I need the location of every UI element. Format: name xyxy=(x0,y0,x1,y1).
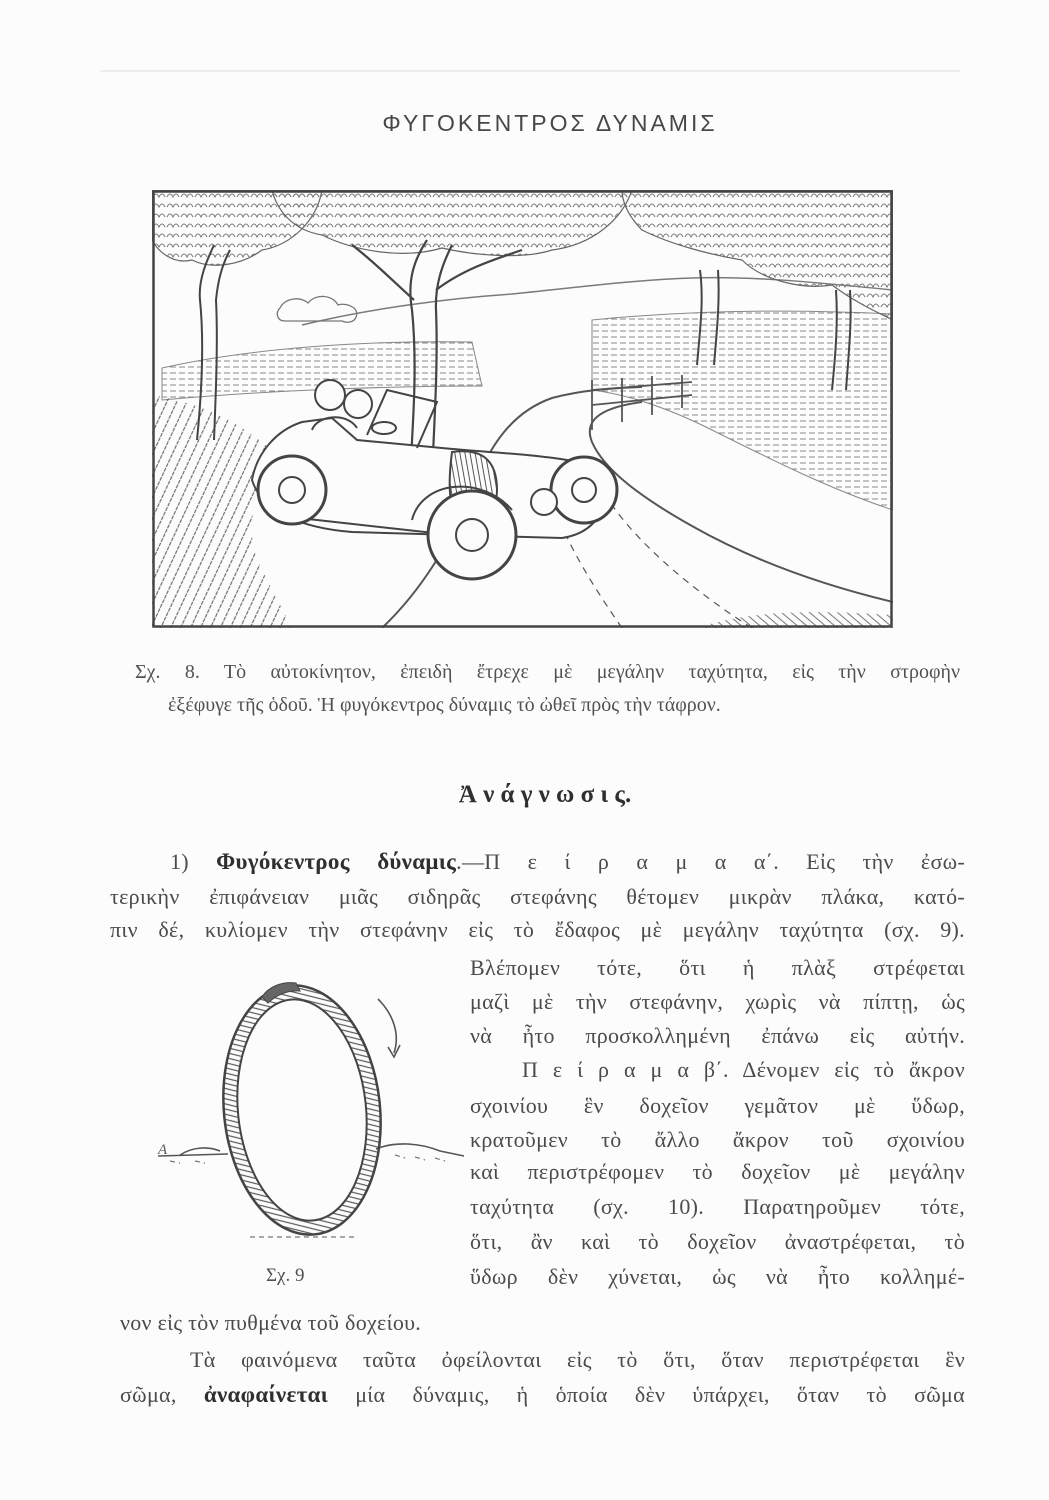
car-front-hub xyxy=(456,519,488,551)
car xyxy=(252,380,617,579)
ground-line-left xyxy=(158,1148,228,1156)
paragraph-2-line: ὅτι, ἂν καὶ τὸ δοχεῖον ἀναστρέφεται, τὸ xyxy=(470,1229,965,1254)
iron-ring xyxy=(211,978,392,1243)
car-side-hub xyxy=(572,478,596,502)
running-title: ΦΥΓΟΚΕΝΤΡΟΣ ΔΥΝΑΜΙΣ xyxy=(382,110,718,136)
car-passenger-head xyxy=(315,380,345,410)
car-windshield xyxy=(367,390,437,448)
paragraph-2-line: ὕδωρ δὲν χύνεται, ὡς νὰ ἦτο κολλημέ- xyxy=(470,1264,965,1289)
paragraph-number: 1) xyxy=(170,849,189,874)
paragraph-1-line xyxy=(170,847,965,877)
rotation-arrow xyxy=(378,999,400,1057)
paragraph-1-line-text: .—Π ε ί ρ α μ α α΄. Εἰς τὴν ἐσω- xyxy=(456,849,965,874)
paragraph-3-line xyxy=(120,1380,965,1410)
paragraph-1-line: μαζὶ μὲ τὴν στεφάνην, χωρὶς νὰ πίπτῃ, ὡς xyxy=(470,989,965,1014)
figure-8-caption-line: Σχ. 8. Τὸ αὐτοκίνητον, ἐπειδὴ ἔτρεχε μὲ μεγάλην ταχύτητα, εἰς τὴν στροφὴν xyxy=(135,661,960,683)
car-driver-head xyxy=(344,390,372,418)
figure-9-illustration xyxy=(150,975,470,1255)
paragraph-3-line-end: μία δύναμις, ἡ ὁποία δὲν ὑπάρχει, ὅταν τὸ σῶμα xyxy=(355,1382,965,1407)
section-heading: Ἀ ν ά γ ν ω σ ι ς. xyxy=(458,781,632,808)
paragraph-2-line: καὶ περιστρέφομεν τὸ δοχεῖον μὲ μεγάλην xyxy=(470,1159,965,1184)
figure-9-caption: Σχ. 9 xyxy=(266,1265,305,1286)
bleed-through-rule xyxy=(100,70,960,72)
paragraph-3-line-start: σῶμα, xyxy=(120,1382,177,1407)
paragraph-1-line: νὰ ἦτο προσκολλημένη ἐπάνω εἰς αὐτήν. xyxy=(470,1023,965,1048)
paragraph-2-line: νον εἰς τὸν πυθμένα τοῦ δοχείου. xyxy=(120,1310,422,1335)
car-headlight xyxy=(531,489,557,515)
paragraph-2-line: Π ε ί ρ α μ α β΄. Δένομεν εἰς τὸ ἄκρον xyxy=(522,1057,965,1082)
car-steering-wheel xyxy=(372,422,396,434)
paragraph-1-line: πιν δέ, κυλίομεν τὴν στεφάνην εἰς τὸ ἔδαφος μὲ μεγάλην ταχύτητα (σχ. 9). xyxy=(110,917,965,942)
figure-9-point-label: Α xyxy=(158,1142,168,1158)
paragraph-1-line: τερικὴν ἐπιφάνειαν μιᾶς σιδηρᾶς στεφάνης θέτομεν μικρὰν πλάκα, κατό- xyxy=(110,884,965,909)
cloud xyxy=(277,296,357,322)
paragraph-1-line: Βλέπομεν τότε, ὅτι ἡ πλὰξ στρέφεται xyxy=(470,955,965,980)
right-field xyxy=(592,311,893,510)
paragraph-3-line: Τὰ φαινόμενα ταῦτα ὀφείλονται εἰς τὸ ὅτι, ὅταν περιστρέφεται ἓν xyxy=(190,1347,965,1372)
figure-8-caption-line: ἐξέφυγε τῆς ὁδοῦ. Ἡ φυγόκεντρος δύναμις τὸ ὠθεῖ πρὸς τὴν τάφρον. xyxy=(168,694,721,716)
ground-line-right xyxy=(376,1144,464,1156)
figure-8-illustration xyxy=(152,190,893,628)
tree-canopy xyxy=(622,190,893,320)
paragraph-2-line: κρατοῦμεν τὸ ἄλλο ἄκρον τοῦ σχοινίου xyxy=(470,1127,965,1152)
paragraph-term: ἀναφαίνεται xyxy=(203,1382,329,1407)
paragraph-term: Φυγόκεντρος δύναμις xyxy=(216,849,457,874)
paragraph-2-line: σχοινίου ἓν δοχεῖον γεμᾶτον μὲ ὕδωρ, xyxy=(470,1093,965,1118)
car-rear-hub xyxy=(279,477,305,503)
road-rut xyxy=(602,490,752,628)
paragraph-2-line: ταχύτητα (σχ. 10). Παρατηροῦμεν τότε, xyxy=(470,1194,965,1219)
